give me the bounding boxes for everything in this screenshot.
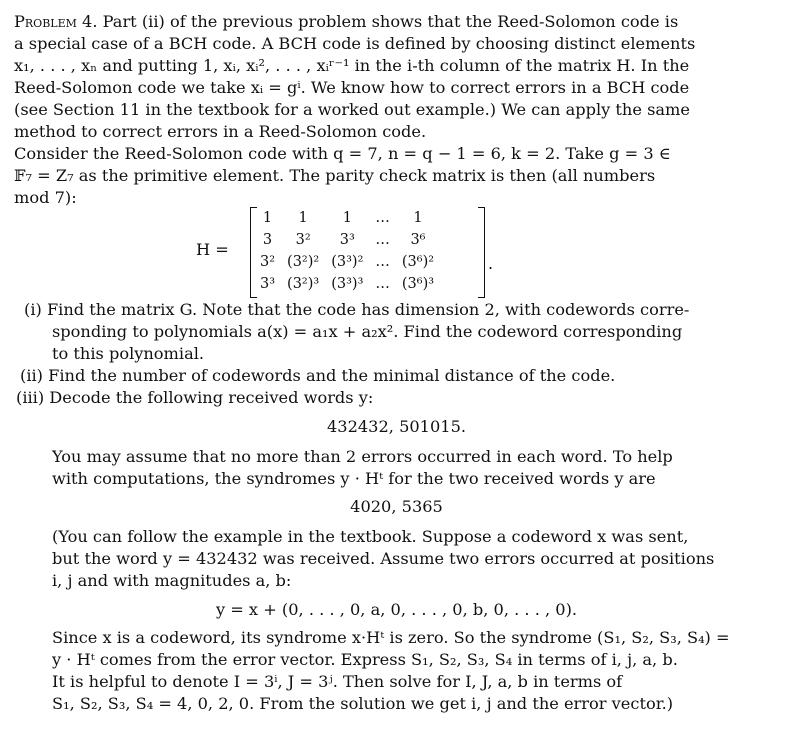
matrix-table [254,207,440,295]
matrix-row [254,207,440,229]
matrix-right-bracket [478,207,485,298]
matrix-cell: 1 [298,210,308,226]
matrix-cell: 1 [413,210,423,226]
part-i-line-2: sponding to polynomials a(x) = a₁x + a₂x². Find the codeword corresponding [52,322,683,341]
intro-line-6: method to correct errors in a Reed-Solomon code. [14,122,427,141]
matrix-cell: (3²)³ [287,276,320,292]
intro-line-9: mod 7): [14,188,77,207]
matrix-label: H = [196,240,229,259]
matrix-cell: 3⁶ [410,232,426,248]
matrix-cell: (3²)² [287,254,320,270]
error-equation: y = x + (0, . . . , 0, a, 0, . . . , 0, b, 0, . . . , 0). [215,600,578,619]
matrix-cell: 3³ [260,276,276,292]
matrix-cell: 1 [262,210,273,226]
intro-line-5: (see Section 11 in the textbook for a worked out example.) We can apply the same [14,100,690,119]
matrix-row [254,229,440,251]
final-line-3: It is helpful to denote I = 3ⁱ, J = 3ʲ. Then solve for I, J, a, b in terms of [52,672,623,691]
intro-line-4: Reed-Solomon code we take xᵢ = gⁱ. We know how to correct errors in a BCH code [14,78,690,97]
example-line-3: i, j and with magnitudes a, b: [52,571,292,590]
part-iii-line: (iii) Decode the following received words y: [16,388,374,407]
example-line-2: but the word y = 432432 was received. Assume two errors occurred at positions [52,549,715,568]
part-i-line-3: to this polynomial. [52,344,205,363]
final-line-2: y · Hᵗ comes from the error vector. Express S₁, S₂, S₃, S₄ in terms of i, j, a, b. [52,650,678,669]
matrix-cell: (3⁶)³ [401,276,435,292]
matrix-cell: … [375,232,390,248]
final-line-1: Since x is a codeword, its syndrome x·Hᵗ is zero. So the syndrome (S₁, S₂, S₃, S₄) = [52,628,730,647]
matrix-cell: (3⁶)² [401,254,435,270]
part-ii-line: (ii) Find the number of codewords and the minimal distance of the code. [20,366,616,385]
matrix-cell: 3² [260,254,276,270]
matrix-cell: … [375,210,390,226]
final-line-4: S₁, S₂, S₃, S₄ = 4, 0, 2, 0. From the solution we get i, j and the error vector.) [52,694,674,713]
problem-heading: Problem 4. [14,12,98,31]
example-line-1: (You can follow the example in the textbook. Suppose a codeword x was sent, [52,527,689,546]
intro-line-2: a special case of a BCH code. A BCH code is defined by choosing distinct elements [14,34,696,53]
matrix-cell: 3³ [339,232,355,248]
part-i-line-1: (i) Find the matrix G. Note that the code has dimension 2, with codewords corre- [24,300,690,319]
help-line-1: You may assume that no more than 2 errors occurred in each word. To help [52,447,673,466]
syndromes: 4020, 5365 [350,497,443,516]
intro-text-1: Part (ii) of the previous problem shows that the Reed-Solomon code is [102,12,679,31]
matrix-period: . [488,254,494,273]
matrix-row [254,273,440,295]
intro-line-7: Consider the Reed-Solomon code with q = 7, n = q − 1 = 6, k = 2. Take g = 3 ∈ [14,144,671,163]
intro-line-3: x₁, . . . , xₙ and putting 1, xᵢ, xᵢ², . . . , xᵢʳ⁻¹ in the i-th column of the matrix H. In the [14,56,690,75]
matrix-row [254,251,440,273]
matrix-cell: … [375,276,390,292]
matrix-cell: (3³)² [331,254,364,270]
intro-line-1 [14,11,678,33]
intro-line-8: 𝔽₇ = Z₇ as the primitive element. The parity check matrix is then (all numbers [14,166,656,185]
help-line-2: with computations, the syndromes y · Hᵗ for the two received words y are [52,469,656,488]
matrix-cell: (3³)³ [331,276,364,292]
received-words: 432432, 501015. [326,417,467,436]
matrix-cell: … [375,254,390,270]
matrix-cell: 3² [295,232,311,248]
matrix-cell: 1 [342,210,352,226]
matrix-cell: 3 [262,232,273,248]
